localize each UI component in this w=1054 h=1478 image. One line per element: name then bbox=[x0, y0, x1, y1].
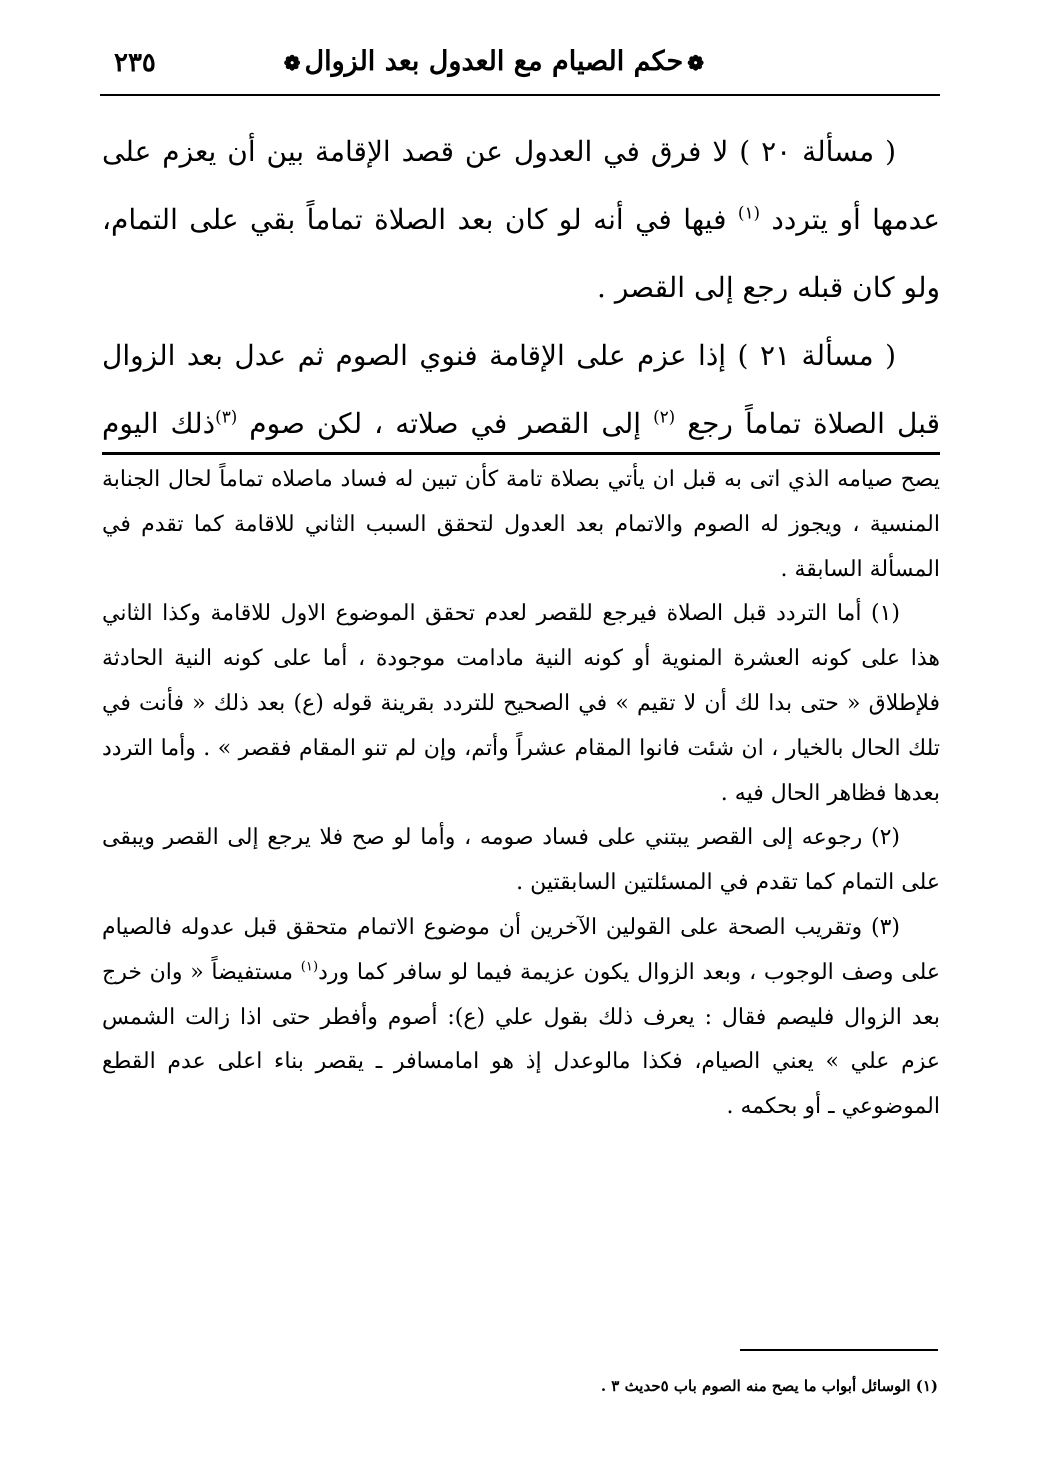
main-text bbox=[102, 118, 940, 458]
ornament-right-icon: ❁ bbox=[687, 50, 704, 75]
commentary-note-3: (٣) وتقريب الصحة على القولين الآخرين أن موضوع الاتمام متحقق قبل عدوله فالصيام على وصف الوجوب ، وبعد الزوال يكون عزيمة فيما لو سافر كما ورد$^{(١)}$ مستفيضاً « وان خرج بعد الزوال فليصم فقال : يعرف ذلك بقول علي (ع): أصوم وأفطر حتى اذا زالت الشمس عزم علي » يعني الصيام، فكذا مالوعدل إذ هو امامسافر ـ يقصر بناء اعلى عدم القطع الموضوعي ـ أو بحكمه . bbox=[102, 914, 940, 1120]
commentary-divider bbox=[102, 452, 940, 455]
running-title-text: حكم الصيام مع العدول بعد الزوال bbox=[304, 46, 684, 77]
issue-21-paragraph: ( مسألة ٢١ ) إذا عزم على الإقامة فنوي الصوم ثم عدل بعد الزوال قبل الصلاة تماماً رجع $^{(٢)}$ إلى القصر في صلاته ، لكن صوم $^{(٣)}$ذلك اليوم bbox=[102, 339, 940, 440]
commentary-paragraph: يصح صيامه الذي اتى به قبل ان يأتي بصلاة تامة كأن تبين له فساد ماصلاه تماماً لحال الجنابة المنسية ، ويجوز له الصوم والاتمام بعد العدول لتحقق السبب الثاني للاقامة كما تقدم في المسألة السابقة . bbox=[102, 467, 940, 582]
footnote-ref: (١) bbox=[737, 202, 761, 223]
commentary-note-1: (١) أما التردد قبل الصلاة فيرجع للقصر لعدم تحقق الموضوع الاول للاقامة وكذا الثاني هذا على كونه العشرة المنوية أو كونه النية مادامت موجودة ، أما على كونه النية الحادثة فلإطلاق « حتى بدا لك أن لا تقيم » في الصحيح للتردد بقرينة قوله (ع) بعد ذلك « فأنت في تلك الحال بالخيار ، ان شئت فانوا المقام عشراً وأتم، وإن لم تنو المقام فقصر » . وأما التردد بعدها فظاهر الحال فيه . bbox=[102, 601, 940, 806]
footnote-ref: (١) bbox=[300, 959, 319, 975]
issue-20-paragraph: ( مسألة ٢٠ ) لا فرق في العدول عن قصد الإقامة بين أن يعزم على عدمها أو يتردد $^{(١)}$ فيها في أنه لو كان بعد الصلاة تماماً بقي على التمام، ولو كان قبله رجع إلى القصر . bbox=[102, 135, 940, 304]
page-number: ٢٣٥ bbox=[114, 48, 156, 78]
ornament-left-icon: ❁ bbox=[283, 50, 301, 75]
running-title bbox=[280, 46, 708, 77]
page-header bbox=[100, 40, 940, 94]
header-rule bbox=[100, 94, 940, 96]
footnote-ref: (٢) bbox=[653, 406, 676, 427]
footnote: (١) الوسائل أبواب ما يصح منه الصوم باب ٥حديث ٣ . bbox=[600, 1377, 938, 1395]
footnote-rule bbox=[740, 1349, 938, 1351]
footnote-ref: (٣) bbox=[215, 406, 238, 427]
commentary-note-2: (٢) رجوعه إلى القصر يبتني على فساد صومه ، وأما لو صح فلا يرجع إلى القصر ويبقى على التمام كما تقدم في المسئلتين السابقتين . bbox=[102, 825, 940, 896]
commentary bbox=[102, 458, 940, 1130]
